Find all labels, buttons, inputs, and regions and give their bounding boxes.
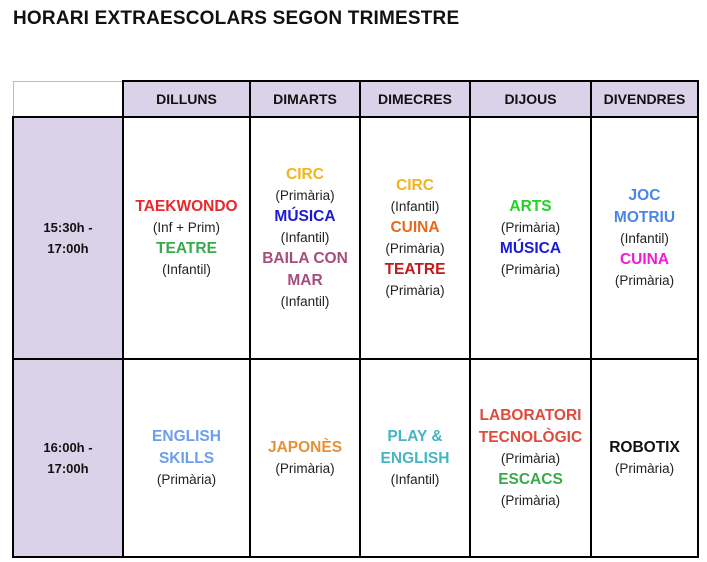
schedule-cell [123,359,250,557]
activity-name: JOC MOTRIU [613,187,676,226]
activity-entry [152,426,221,490]
cell-content [471,405,590,511]
schedule-cell [250,359,360,557]
time-slot-label: 16:00h - 17:00h [13,359,123,557]
activity-level: (Infantil) [620,231,669,246]
activity-entry [479,405,582,469]
activity-entry [385,217,444,259]
activity-name: ENGLISH SKILLS [152,428,221,467]
page-title: HORARI EXTRAESCOLARS SEGON TRIMESTRE [13,8,460,29]
activity-entry [381,426,450,490]
cell-content [251,164,359,312]
schedule-cell [360,117,470,359]
schedule-cell [250,117,360,359]
activity-name: ESCACS [498,471,563,488]
time-slot-row [13,359,698,557]
activity-name: CIRC [286,166,324,183]
cell-content [124,426,249,490]
activity-entry [614,185,675,249]
activity-name: ARTS [509,198,552,215]
activity-entry [156,238,217,280]
activity-entry [275,164,334,206]
activity-level: (Primària) [500,262,561,277]
schedule-cell [123,117,250,359]
cell-content [471,196,590,280]
activity-entry [135,196,237,238]
schedule-cell [591,359,698,557]
schedule-cell [470,117,591,359]
schedule-cell [591,117,698,359]
activity-level: (Infantil) [390,472,440,487]
day-header-divendres: DIVENDRES [591,81,698,117]
activity-level: (Primària) [275,461,335,476]
schedule-cell [360,359,470,557]
activity-level: (Infantil) [390,199,440,214]
activity-entry [615,249,674,291]
activity-name: LABORATORI TECNOLÒGIC [478,407,583,446]
activity-entry [501,196,560,238]
activity-entry [268,437,342,479]
activity-level: (Primària) [385,241,445,256]
time-slot-row [13,117,698,359]
activity-name: BAILA CON MAR [262,250,348,289]
activity-name: TEATRE [156,240,217,257]
activity-level: (Primària) [500,451,561,466]
activity-level: (Infantil) [280,230,330,245]
cell-content [361,175,469,301]
activity-entry [500,238,561,280]
activity-level: (Inf + Prim) [152,220,221,235]
activity-level: (Primària) [500,493,561,508]
day-header-dilluns: DILLUNS [123,81,250,117]
schedule-table [12,80,699,558]
activity-name: CUINA [619,251,670,268]
activity-name: PLAY & ENGLISH [380,428,450,467]
cell-content [251,437,359,479]
activity-name: TEATRE [384,261,446,278]
activity-name: MÚSICA [274,208,336,225]
cell-content [124,196,249,280]
activity-entry [609,437,680,479]
activity-name: JAPONÈS [267,439,343,456]
activity-entry [498,469,563,511]
activity-name: TAEKWONDO [135,198,238,215]
activity-name: MÚSICA [499,240,562,257]
activity-entry [385,259,446,301]
activity-entry [262,248,348,312]
activity-entry [391,175,440,217]
activity-level: (Primària) [156,472,217,487]
activity-level: (Infantil) [280,294,330,309]
day-header-dijous: DIJOUS [470,81,591,117]
corner-cell [13,81,123,117]
activity-name: CUINA [390,219,440,236]
cell-content [361,426,469,490]
activity-name: CIRC [396,177,434,194]
activity-level: (Infantil) [162,262,211,277]
activity-name: ROBOTIX [609,439,680,456]
activity-entry [274,206,335,248]
cell-content [592,185,697,291]
day-header-dimecres: DIMECRES [360,81,470,117]
activity-level: (Primària) [614,461,675,476]
day-header-dimarts: DIMARTS [250,81,360,117]
activity-level: (Primària) [275,188,335,203]
activity-level: (Primària) [385,283,445,298]
activity-level: (Primària) [614,273,675,288]
cell-content [592,437,697,479]
activity-level: (Primària) [500,220,561,235]
header-row [13,81,698,117]
schedule-cell [470,359,591,557]
time-slot-label: 15:30h - 17:00h [13,117,123,359]
